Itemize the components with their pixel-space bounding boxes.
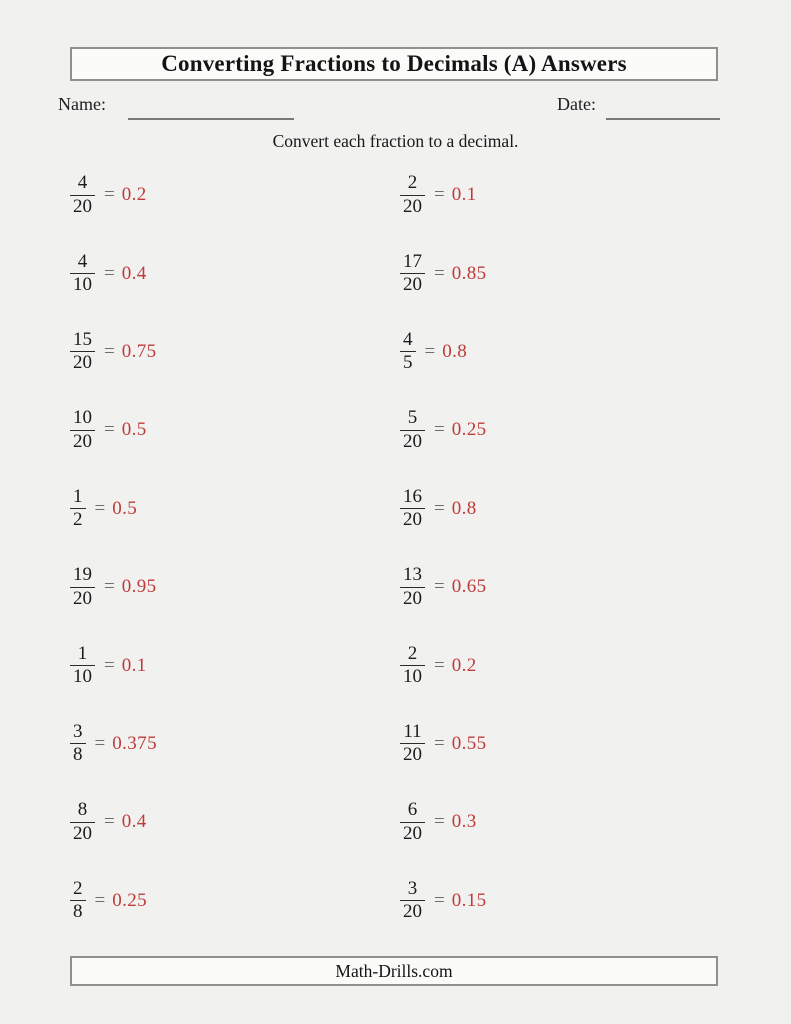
fraction-denominator: 20 — [400, 508, 425, 531]
fraction-numerator: 2 — [73, 877, 83, 899]
answer-value: 0.25 — [112, 889, 148, 911]
fraction-numerator: 3 — [73, 721, 83, 743]
answer-value: 0.2 — [451, 654, 477, 676]
fraction — [70, 878, 86, 924]
equals-sign: = — [104, 262, 115, 284]
equals-sign: = — [104, 340, 115, 362]
answer-value: 0.5 — [112, 497, 138, 519]
fraction — [400, 564, 425, 610]
fraction-denominator: 20 — [70, 195, 95, 218]
date-blank-line — [606, 118, 720, 120]
answer-value: 0.95 — [121, 576, 157, 598]
fraction-numerator: 6 — [407, 799, 418, 821]
problem — [70, 486, 400, 532]
fraction — [70, 172, 95, 218]
problem — [70, 799, 400, 845]
answer-value: 0.1 — [451, 184, 477, 206]
fraction — [70, 407, 95, 453]
fraction-numerator: 17 — [403, 250, 422, 272]
answer-value: 0.4 — [121, 811, 147, 833]
fraction — [70, 251, 95, 297]
answer-value: 0.8 — [442, 340, 468, 362]
fraction-numerator: 13 — [403, 564, 422, 586]
fraction-denominator: 20 — [400, 822, 425, 845]
fraction-numerator: 4 — [77, 250, 88, 272]
equals-sign: = — [424, 340, 436, 362]
fraction — [70, 721, 86, 767]
fraction — [400, 486, 425, 532]
fraction-denominator: 20 — [400, 273, 425, 296]
problem — [400, 721, 730, 767]
fraction-denominator: 8 — [70, 743, 86, 766]
problem — [70, 172, 400, 218]
equals-sign: = — [104, 419, 115, 441]
equals-sign: = — [94, 732, 106, 754]
fraction-numerator: 1 — [73, 485, 83, 507]
equals-sign: = — [104, 184, 115, 206]
fraction — [400, 251, 425, 297]
problem — [400, 486, 730, 532]
fraction — [400, 878, 425, 924]
name-label: Name: — [58, 94, 106, 114]
answer-value: 0.65 — [451, 576, 487, 598]
fraction-denominator: 20 — [70, 430, 95, 453]
fraction-denominator: 20 — [400, 900, 425, 923]
equals-sign: = — [434, 654, 445, 676]
fraction-denominator: 10 — [70, 273, 95, 296]
fraction-numerator: 2 — [407, 172, 418, 194]
equals-sign: = — [104, 811, 115, 833]
answer-value: 0.2 — [121, 184, 147, 206]
fraction — [400, 407, 425, 453]
fraction-numerator: 5 — [407, 407, 418, 429]
fraction — [400, 643, 425, 689]
problem — [70, 329, 400, 375]
equals-sign: = — [434, 811, 445, 833]
fraction-denominator: 5 — [400, 351, 416, 374]
answer-value: 0.75 — [121, 340, 157, 362]
equals-sign: = — [434, 732, 445, 754]
fraction-denominator: 20 — [400, 195, 425, 218]
equals-sign: = — [434, 262, 445, 284]
problem — [400, 564, 730, 610]
fraction-numerator: 10 — [73, 407, 92, 429]
equals-sign: = — [434, 576, 445, 598]
footer-text: Math-Drills.com — [335, 960, 453, 981]
page-title: Converting Fractions to Decimals (A) Answers — [161, 51, 627, 76]
fraction-denominator: 20 — [400, 587, 425, 610]
footer-box — [70, 956, 718, 986]
problem — [400, 251, 730, 297]
fraction-denominator: 20 — [70, 587, 95, 610]
problem — [70, 721, 400, 767]
fraction — [70, 564, 95, 610]
fraction-numerator: 16 — [403, 485, 422, 507]
fraction — [70, 799, 95, 845]
fraction — [70, 643, 95, 689]
equals-sign: = — [94, 889, 106, 911]
title-box — [70, 47, 718, 81]
equals-sign: = — [434, 889, 445, 911]
fraction-denominator: 20 — [70, 351, 95, 374]
fraction-numerator: 15 — [73, 329, 92, 351]
answer-value: 0.1 — [121, 654, 147, 676]
fraction-denominator: 10 — [400, 665, 425, 688]
problem — [70, 251, 400, 297]
problem — [400, 172, 730, 218]
problem — [70, 407, 400, 453]
answer-value: 0.85 — [451, 262, 487, 284]
equals-sign: = — [434, 497, 445, 519]
problem — [400, 407, 730, 453]
instruction-text: Convert each fraction to a decimal. — [272, 131, 519, 151]
answer-value: 0.25 — [451, 419, 487, 441]
fraction — [70, 329, 95, 375]
equals-sign: = — [434, 419, 445, 441]
answer-value: 0.15 — [451, 889, 487, 911]
fraction-denominator: 20 — [400, 743, 425, 766]
fraction-numerator: 8 — [77, 799, 88, 821]
fraction — [400, 721, 425, 767]
date-label: Date: — [557, 94, 596, 114]
fraction-numerator: 19 — [73, 564, 92, 586]
equals-sign: = — [104, 654, 115, 676]
fraction — [400, 329, 416, 375]
problem — [400, 799, 730, 845]
fraction — [400, 799, 425, 845]
problem — [400, 643, 730, 689]
answer-value: 0.55 — [451, 732, 487, 754]
problems-grid — [70, 156, 730, 940]
fraction-denominator: 20 — [70, 822, 95, 845]
fraction — [70, 486, 86, 532]
equals-sign: = — [434, 184, 445, 206]
answer-value: 0.4 — [121, 262, 147, 284]
answer-value: 0.5 — [121, 419, 147, 441]
name-blank-line — [128, 118, 294, 120]
fraction-denominator: 2 — [70, 508, 86, 531]
answer-value: 0.375 — [112, 732, 157, 754]
fraction-numerator: 4 — [403, 329, 413, 351]
problem — [70, 564, 400, 610]
equals-sign: = — [104, 576, 115, 598]
problem — [70, 878, 400, 924]
fraction-numerator: 4 — [77, 172, 88, 194]
equals-sign: = — [94, 497, 106, 519]
problem — [400, 329, 730, 375]
answer-value: 0.3 — [451, 811, 477, 833]
fraction-denominator: 20 — [400, 430, 425, 453]
problem — [400, 878, 730, 924]
fraction-numerator: 11 — [403, 721, 422, 743]
fraction-denominator: 8 — [70, 900, 86, 923]
answer-value: 0.8 — [451, 497, 477, 519]
fraction-numerator: 1 — [77, 642, 88, 664]
fraction-denominator: 10 — [70, 665, 95, 688]
fraction — [400, 172, 425, 218]
fraction-numerator: 3 — [407, 877, 418, 899]
fraction-numerator: 2 — [407, 642, 418, 664]
problem — [70, 643, 400, 689]
